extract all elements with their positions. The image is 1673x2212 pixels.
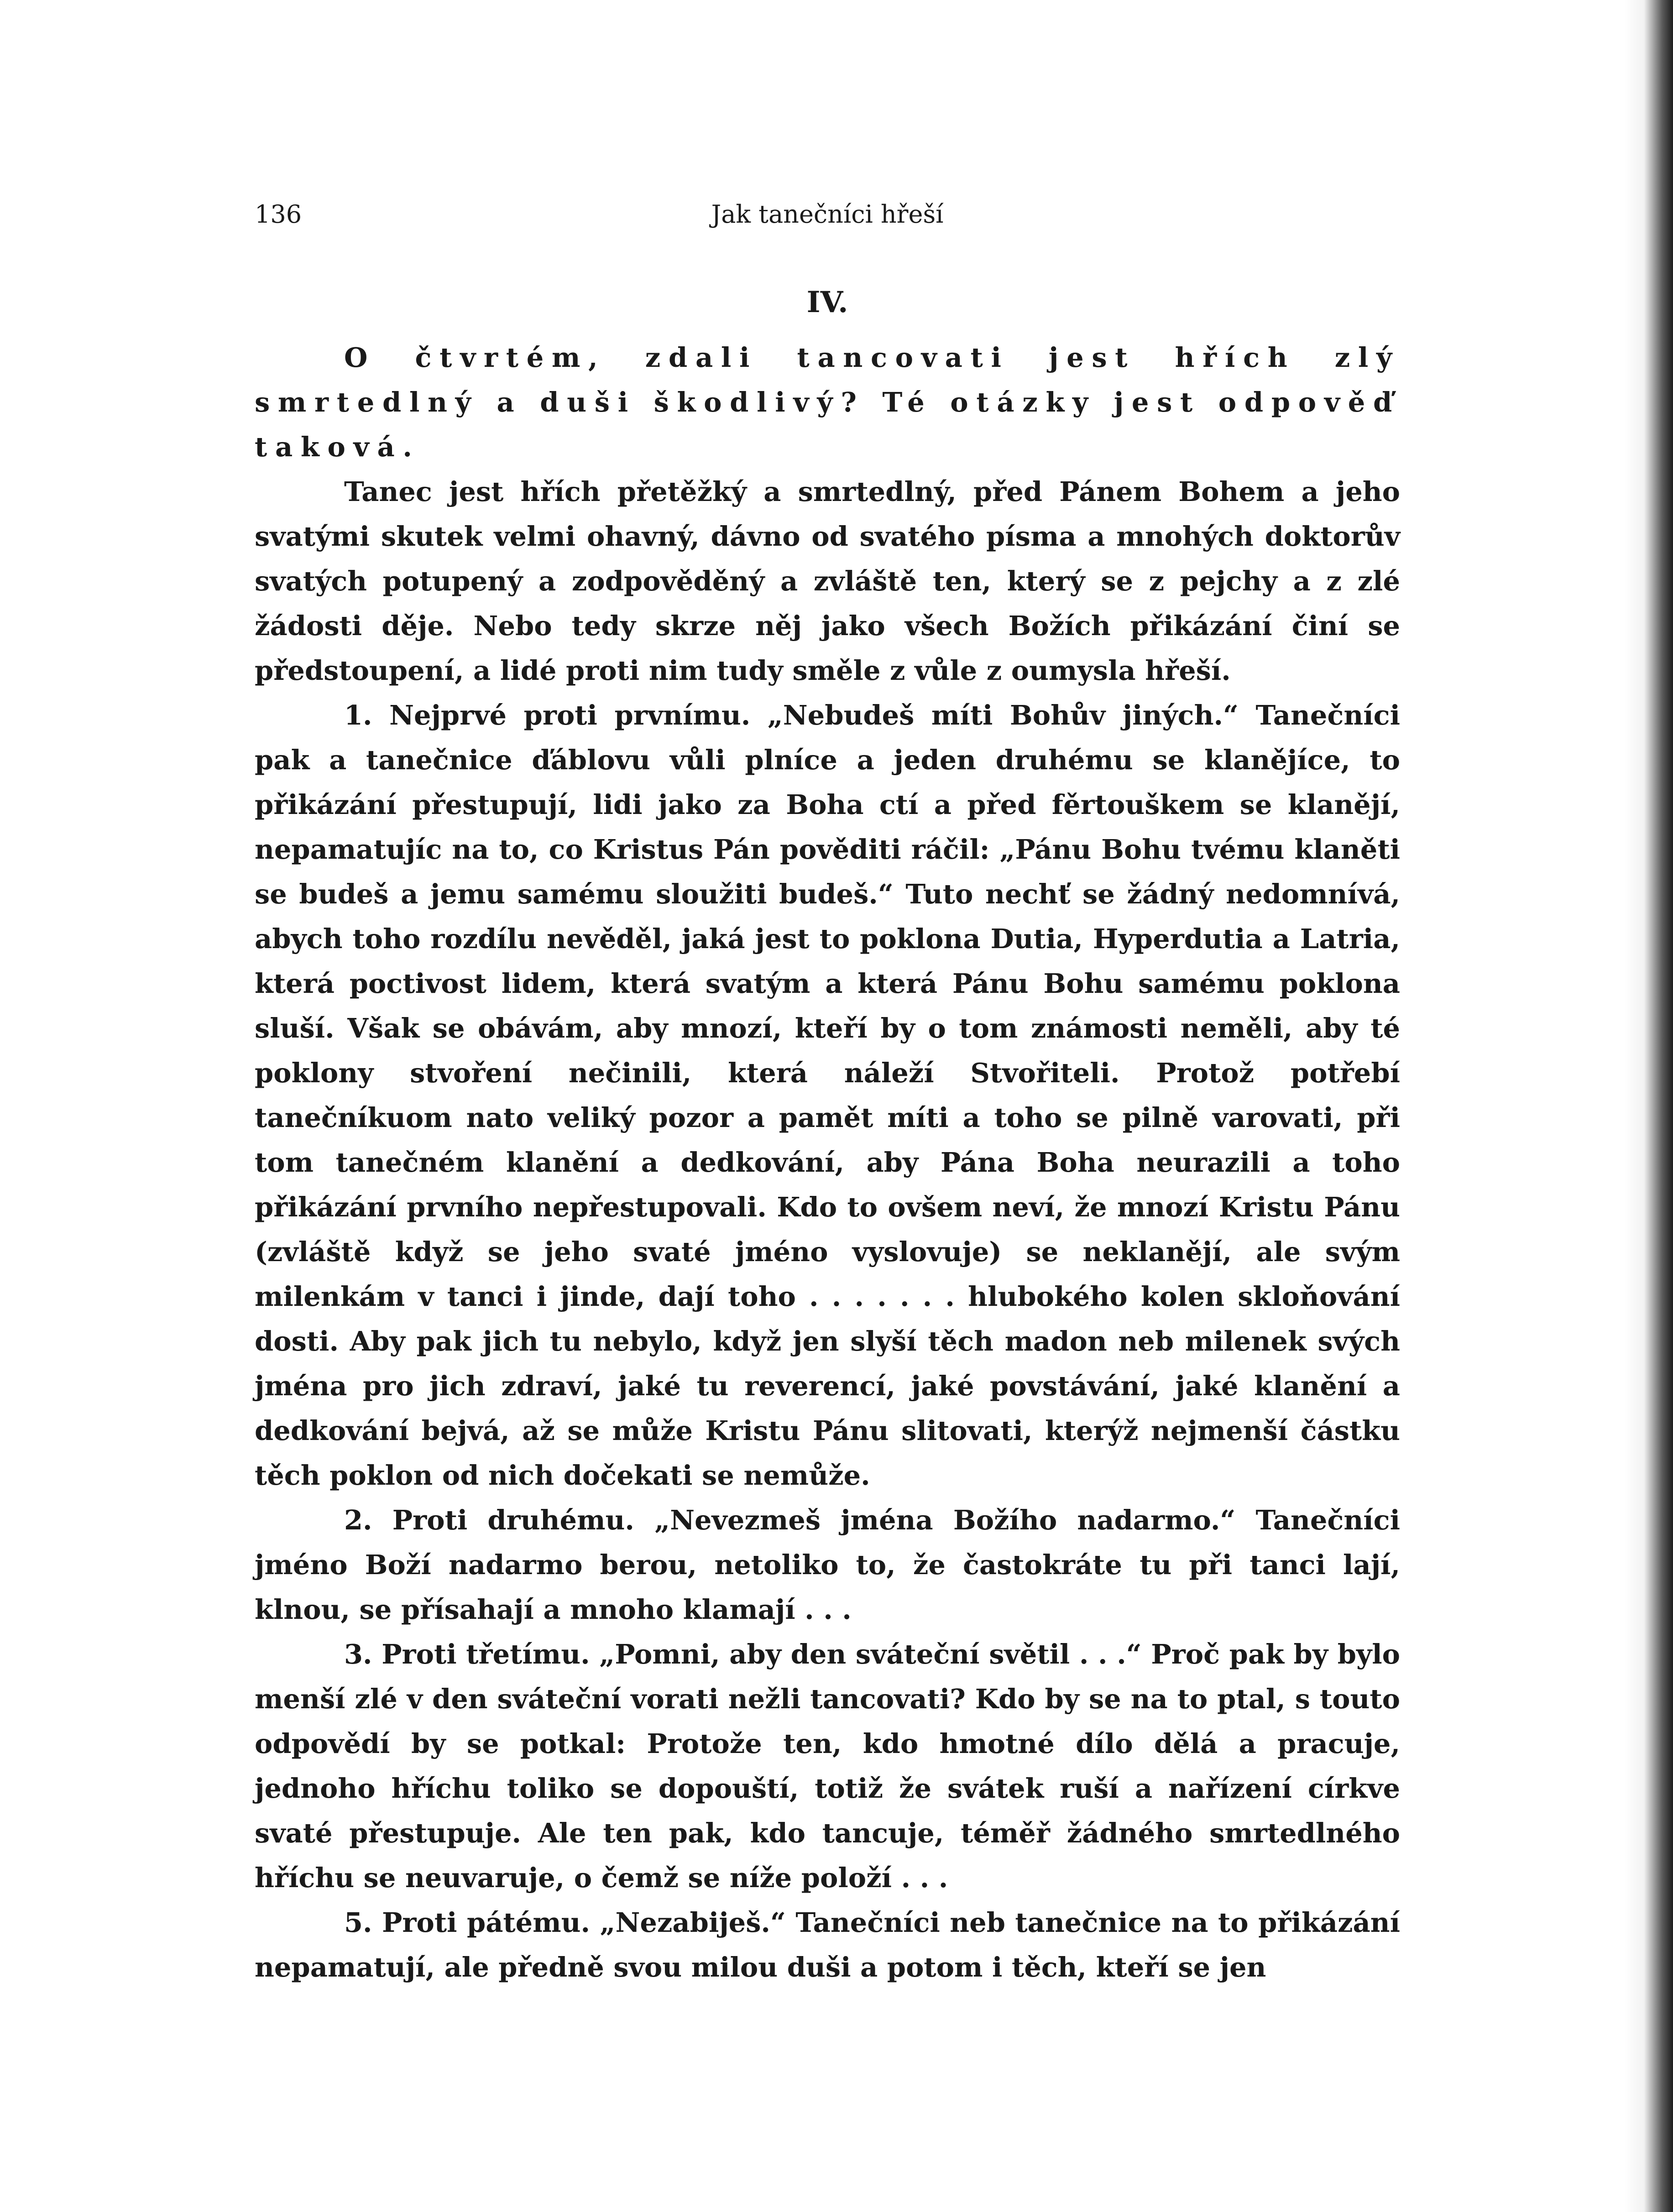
body-text xyxy=(255,335,1400,1990)
fifth-commandment-paragraph: 5. Proti pátému. „Nezabiješ.“ Tanečníci neb tanečnice na to přikázání nepamatují, ale předně svou milou duši a potom i těch, kteří se jen xyxy=(255,1907,1400,1983)
second-commandment-paragraph: 2. Proti druhému. „Nevezmeš jména Božího nadarmo.“ Tanečníci jméno Boží nadarmo berou, netoliko to, že častokráte tu při tanci lají, klnou, se přísahají a mnoho klamají . . . xyxy=(255,1504,1400,1625)
first-commandment-paragraph: 1. Nejprvé proti prvnímu. „Nebudeš míti Bohův jiných.“ Tanečníci pak a tanečnice ďáblovu vůli plníce a jeden druhému se klanějíce, to přikázání přestupují, lidi jako za Boha ctí a před fěrtouškem se klanějí, nepamatujíc na to, co Kristus Pán pověditi ráčil: „Pánu Bohu tvému klaněti se budeš a jemu samému sloužiti budeš.“ Tuto nechť se žádný nedomnívá, abych toho rozdílu nevěděl, jaká jest to poklona Dutia, Hyperdutia a Latria, která poctivost lidem, která svatým a která Pánu Bohu samému poklona sluší. Však se obávám, aby mnozí, kteří by o tom známosti neměli, aby té poklony stvoření nečinili, která náleží Stvořiteli. Protož potřebí tanečníkuom nato veliký pozor a pamět míti a toho se pilně varovati, při tom tanečném klanění a dedkování, aby Pána Boha neurazili a toho přikázání prvního nepřestupovali. Kdo to ovšem neví, že mnozí Kristu Pánu (zvláště když se jeho svaté jméno vyslovuje) se neklanějí, ale svým milenkám v tanci i jinde, dají toho . . . . . . . hlubokého kolen skloňování dosti. Aby pak jich tu nebylo, když jen slyší těch madon neb milenek svých jména pro jich zdraví, jaké tu reverencí, jaké povstávání, jaké klanění a dedkování bejvá, až se může Kristu Pánu slitovati, kterýž nejmenší částku těch poklon od nich dočekati se nemůže. xyxy=(255,699,1400,1491)
third-commandment-paragraph: 3. Proti třetímu. „Pomni, aby den sváteční světil . . .“ Proč pak by bylo menší zlé v den sváteční vorati nežli tancovati? Kdo by se na to ptal, s touto odpovědí by se potkal: Protože ten, kdo hmotné dílo dělá a pracuje, jednoho hříchu toliko se dopouští, totiž že svátek ruší a nařízení církve svaté přestupuje. Ale ten pak, kdo tancuje, téměř žádného smrtedlného hříchu se neuvaruje, o čemž se níže položí . . . xyxy=(255,1638,1400,1894)
chapter-numeral: IV. xyxy=(806,285,848,319)
intro-paragraph: Tanec jest hřích přetěžký a smrtedlný, před Pánem Bohem a jeho svatými skutek velmi ohavný, dávno od svatého písma a mnohých doktorův svatých potupený a zodpověděný a zvláště ten, který se z pejchy a z zlé žádosti děje. Nebo tedy skrze něj jako všech Božích přikázání činí se předstoupení, a lidé proti nim tudy směle z vůle z oumysla hřeší. xyxy=(255,476,1400,686)
page-number: 136 xyxy=(255,200,302,229)
page-header xyxy=(255,200,1400,236)
question-paragraph: O čtvrtém, zdali tancovati jest hřích zlý smrtedlný a duši škodlivý? Té otázky jest odpověď taková. xyxy=(255,342,1400,463)
running-title: Jak tanečníci hřeší xyxy=(711,200,944,229)
book-spine-shadow xyxy=(1625,0,1673,2212)
